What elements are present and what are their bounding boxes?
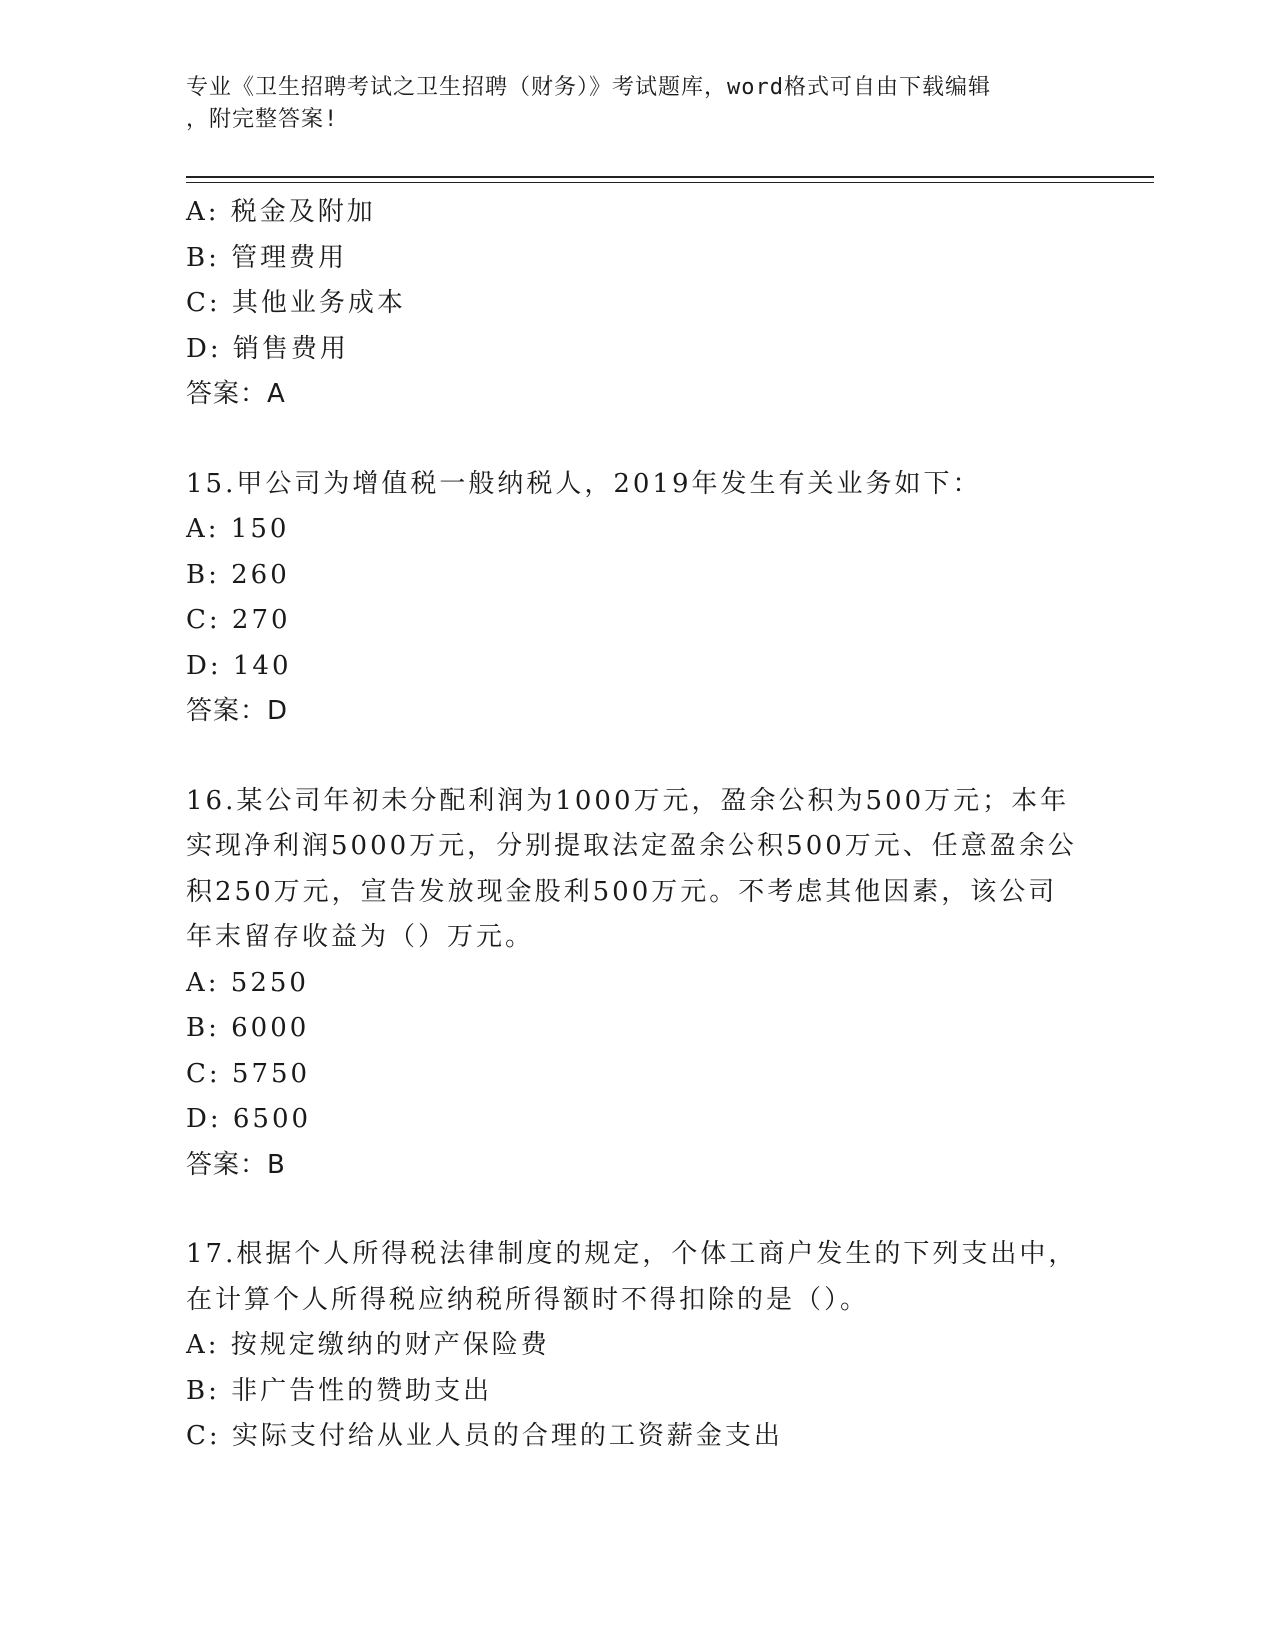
answer: 答案：B xyxy=(186,1149,286,1180)
question-17 xyxy=(186,1232,1086,1460)
option-c: C: 5750 xyxy=(186,1058,311,1089)
option-c: C: 270 xyxy=(186,605,291,635)
question-stem: 16.某公司年初未分配利润为1000万元，盈余公积为500万元；本年 xyxy=(186,785,1070,816)
header-rule-thin xyxy=(186,182,1154,183)
option-a: A: 5250 xyxy=(186,967,309,998)
question-stem: 在计算个人所得税应纳税所得额时不得扣除的是（）。 xyxy=(186,1284,870,1315)
option-d: D: 140 xyxy=(186,650,292,681)
option-d: D: 6500 xyxy=(186,1104,312,1134)
question-16 xyxy=(186,779,1086,1189)
option-b: B: 6000 xyxy=(186,1013,310,1043)
document-header xyxy=(186,72,1066,136)
question-list xyxy=(186,190,1086,1460)
option-c: C: 实际支付给从业人员的合理的工资薪金支出 xyxy=(186,1421,783,1451)
question-stem: 实现净利润5000万元，分别提取法定盈余公积500万元、任意盈余公 xyxy=(186,831,1077,861)
option-a: A: 150 xyxy=(186,514,290,544)
question-stem: 15.甲公司为增值税一般纳税人，2019年发生有关业务如下： xyxy=(186,468,982,499)
option-a: A: 税金及附加 xyxy=(186,197,376,227)
question-15 xyxy=(186,462,1086,735)
question-14 xyxy=(186,190,1086,418)
option-c: C: 其他业务成本 xyxy=(186,288,406,318)
question-stem: 年末留存收益为（）万元。 xyxy=(186,922,535,952)
option-b: B: 260 xyxy=(186,559,290,590)
answer: 答案：D xyxy=(186,696,289,726)
answer: 答案：A xyxy=(186,379,286,409)
header-line-2: ，附完整答案! xyxy=(186,107,339,132)
header-line-1: 专业《卫生招聘考试之卫生招聘（财务）》考试题库，word格式可自由下载编辑 xyxy=(186,75,991,100)
header-rule-thick xyxy=(186,176,1154,178)
option-b: B: 管理费用 xyxy=(186,242,348,273)
question-stem: 积250万元，宣告发放现金股利500万元。不考虑其他因素，该公司 xyxy=(186,876,1058,907)
option-a: A: 按规定缴纳的财产保险费 xyxy=(186,1330,550,1360)
question-stem: 17.根据个人所得税法律制度的规定，个体工商户发生的下列支出中， xyxy=(186,1239,1078,1269)
option-d: D: 销售费用 xyxy=(186,333,349,364)
option-b: B: 非广告性的赞助支出 xyxy=(186,1375,493,1406)
